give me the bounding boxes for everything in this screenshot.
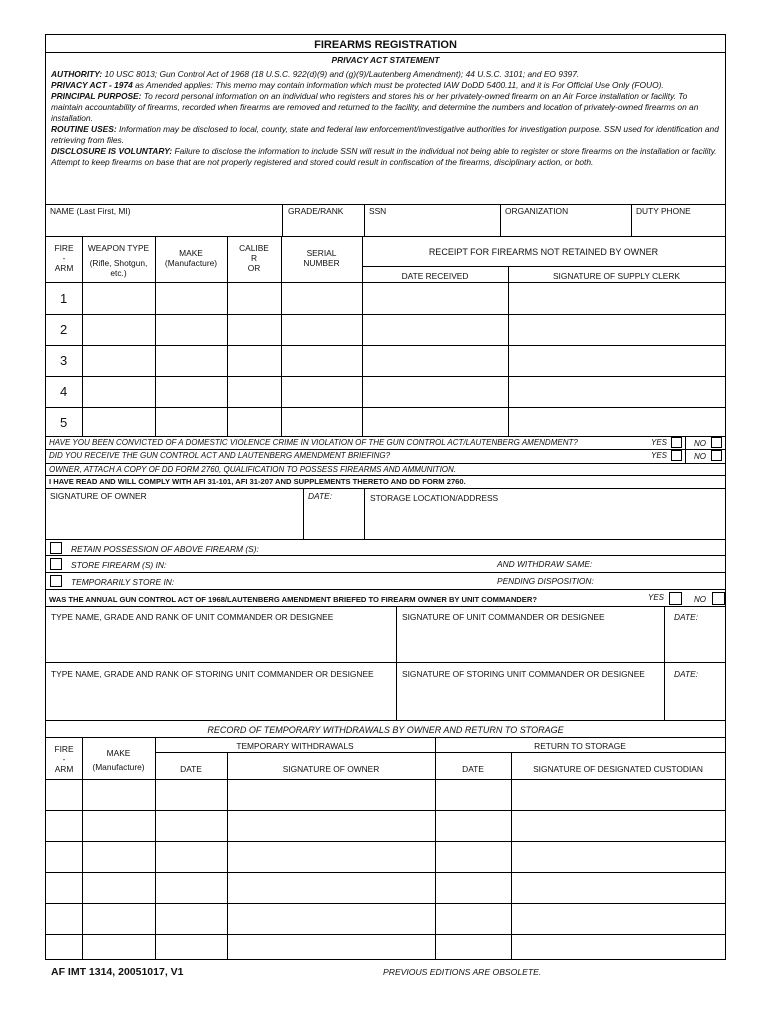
divider: [46, 539, 725, 540]
pending-label: PENDING DISPOSITION:: [497, 576, 594, 586]
divider: [46, 872, 725, 873]
divider: [511, 752, 512, 959]
divider: [46, 662, 725, 663]
storing-commander-signature-label: SIGNATURE OF STORING UNIT COMMANDER OR DESIGNEE: [402, 669, 645, 679]
owner-signature-field[interactable]: [46, 501, 303, 539]
make-sub: (Manufacture): [164, 258, 218, 268]
divider: [46, 737, 725, 738]
caliber-line: CALIBE: [239, 243, 269, 253]
make-sub: (Manufacture): [92, 762, 145, 772]
storing-commander-date-label: DATE:: [674, 669, 699, 679]
serial-header: [281, 248, 362, 268]
storing-commander-signature-field[interactable]: [397, 680, 664, 720]
divider: [46, 720, 725, 721]
organization-field[interactable]: [501, 215, 631, 236]
unit-commander-signature-label: SIGNATURE OF UNIT COMMANDER OR DESIGNEE: [402, 612, 605, 622]
privacy-act-label: PRIVACY ACT - 1974: [51, 80, 133, 90]
store-option: STORE FIREARM (S) IN:: [71, 560, 167, 570]
q2-yes-checkbox[interactable]: [671, 450, 682, 461]
date-received-header: DATE RECEIVED: [401, 271, 469, 281]
supply-signature-header: SIGNATURE OF SUPPLY CLERK: [552, 271, 681, 281]
disclosure-label: DISCLOSURE IS VOLUNTARY:: [51, 146, 173, 156]
divider: [46, 810, 725, 811]
storing-commander-date-field[interactable]: [665, 680, 725, 720]
divider: [46, 934, 725, 935]
q1-yes-checkbox[interactable]: [671, 437, 682, 448]
divider: [435, 737, 436, 959]
obsolete-notice: PREVIOUS EDITIONS ARE OBSOLETE.: [383, 967, 542, 977]
briefed-no-checkbox[interactable]: [712, 592, 725, 605]
phone-field[interactable]: [632, 215, 725, 236]
name-field-label: NAME (Last First, MI): [50, 206, 131, 216]
divider: [46, 463, 725, 464]
storage-location-field[interactable]: [365, 503, 725, 539]
owner-signature-label: SIGNATURE OF OWNER: [50, 491, 147, 501]
divider: [46, 376, 725, 377]
briefed-yes-checkbox[interactable]: [669, 592, 682, 605]
yes-label: YES: [651, 438, 668, 447]
weapon-type-label: WEAPON TYPE: [87, 243, 150, 253]
fire-arm-line: -: [62, 253, 66, 263]
ssn-field[interactable]: [365, 215, 500, 236]
serial-line: NUMBER: [303, 258, 340, 268]
authority-label: AUTHORITY:: [51, 69, 103, 79]
make-label: MAKE: [179, 248, 203, 258]
domestic-violence-question: HAVE YOU BEEN CONVICTED OF A DOMESTIC VIOLENCE CRIME IN VIOLATION OF THE GUN CONTROL ACT/LAUTENBERG AMENDMENT?: [49, 438, 578, 447]
return-to-storage-header: RETURN TO STORAGE: [534, 741, 626, 751]
unit-commander-date-label: DATE:: [674, 612, 699, 622]
custodian-signature-header: SIGNATURE OF DESIGNATED CUSTODIAN: [533, 764, 703, 774]
q2-no-checkbox[interactable]: [711, 450, 722, 461]
disclosure-text: Failure to disclose the information to include SSN will result in the individual not being able to register or store firearms on the installation or facility. Attempt to keep firearms on base that are not properly registered and stored could result in confiscation of the firearms, disciplinary action, or both.: [51, 146, 717, 167]
weapon-type-sub: (Rifle, Shotgun,: [89, 258, 148, 268]
divider: [82, 236, 83, 436]
row-number: 1: [60, 291, 68, 306]
divider: [46, 282, 725, 283]
name-field[interactable]: [46, 215, 282, 236]
divider: [46, 606, 725, 607]
purpose-text: To record personal information on an individual who registers and stores his or her privately-owned firearm on an Air Force installation or facility. To maintain accountability of firearms, recorded when firearms are removed and returned to the facility, and determine the numbers and location of privately-owned firearms on an installation.: [51, 91, 699, 123]
retain-option: RETAIN POSSESSION OF ABOVE FIREARM (S):: [71, 544, 259, 554]
withdraw-label: AND WITHDRAW SAME:: [497, 559, 593, 569]
divider: [227, 752, 228, 959]
unit-commander-signature-field[interactable]: [397, 623, 664, 662]
storage-location-label: STORAGE LOCATION/ADDRESS: [370, 493, 499, 503]
store-checkbox[interactable]: [50, 558, 62, 570]
fire-arm-line: FIRE: [54, 243, 74, 253]
withdrawal-fire-arm-header: [46, 744, 82, 774]
divider: [46, 52, 725, 53]
unit-commander-date-field[interactable]: [665, 623, 725, 662]
no-label: NO: [694, 452, 706, 461]
temp-store-option: TEMPORARILY STORE IN:: [71, 577, 175, 587]
grade-field-label: GRADE/RANK: [288, 206, 344, 216]
retain-checkbox[interactable]: [50, 542, 62, 554]
firearms-registration-form: [45, 34, 726, 960]
row-number: 2: [60, 322, 68, 337]
fire-arm-line: FIRE: [54, 744, 74, 754]
divider: [46, 589, 725, 590]
attach-form-instruction: OWNER, ATTACH A COPY OF DD FORM 2760, QUALIFICATION TO POSSESS FIREARMS AND AMMUNITION.: [49, 465, 457, 474]
fire-arm-line: -: [62, 754, 66, 764]
divider: [155, 737, 156, 959]
divider: [46, 555, 725, 556]
row-number: 4: [60, 384, 68, 399]
privacy-statement: [51, 69, 721, 168]
divider: [46, 407, 725, 408]
divider: [685, 436, 686, 463]
no-label: NO: [694, 595, 706, 604]
make-label: MAKE: [106, 748, 131, 758]
serial-line: SERIAL: [306, 248, 337, 258]
divider: [362, 266, 725, 267]
commander-briefing-question: WAS THE ANNUAL GUN CONTROL ACT OF 1968/LAUTENBERG AMENDMENT BRIEFED TO FIREARM OWNER BY UNIT COMMANDER?: [49, 595, 537, 604]
fire-arm-line: ARM: [54, 764, 74, 774]
organization-field-label: ORGANIZATION: [505, 206, 569, 216]
caliber-line: OR: [247, 263, 261, 273]
owner-signature-header: SIGNATURE OF OWNER: [282, 764, 380, 774]
divider: [46, 449, 725, 450]
form-title: FIREARMS REGISTRATION: [314, 39, 457, 51]
signature-date-label: DATE:: [308, 491, 333, 501]
privacy-heading: PRIVACY ACT STATEMENT: [331, 55, 440, 65]
no-label: NO: [694, 439, 706, 448]
receipt-header: RECEIPT FOR FIREARMS NOT RETAINED BY OWNER: [428, 247, 659, 257]
withdrawal-date-header: DATE: [180, 764, 202, 774]
caliber-line: R: [250, 253, 258, 263]
routine-label: ROUTINE USES:: [51, 124, 117, 134]
authority-text: 10 USC 8013; Gun Control Act of 1968 (18 U.S.C. 922(d)(9) and (g)(9)/Lautenberg Amendment); 44 U.S.C. 3101; and EO 9397.: [104, 69, 580, 79]
yes-label: YES: [648, 593, 665, 602]
divider: [46, 436, 725, 437]
privacy-act-text: as Amended applies: This memo may contain information which must be protected IAW DoDD 5400.11, and it is For Official Use Only (FOUO).: [135, 80, 664, 90]
temp-store-checkbox[interactable]: [50, 575, 62, 587]
caliber-header: [227, 243, 281, 273]
divider: [46, 572, 725, 573]
divider: [46, 488, 725, 489]
storing-commander-name-label: TYPE NAME, GRADE AND RANK OF STORING UNIT COMMANDER OR DESIGNEE: [51, 669, 374, 679]
divider: [46, 314, 725, 315]
divider: [46, 841, 725, 842]
briefing-question: DID YOU RECEIVE THE GUN CONTROL ACT AND LAUTENBERG AMENDMENT BRIEFING?: [49, 451, 391, 460]
form-id: AF IMT 1314, 20051017, V1: [51, 966, 184, 978]
divider: [281, 236, 282, 436]
divider: [46, 204, 725, 205]
divider: [46, 345, 725, 346]
unit-commander-name-label: TYPE NAME, GRADE AND RANK OF UNIT COMMANDER OR DESIGNEE: [51, 612, 334, 622]
make-header: [155, 248, 227, 268]
weapon-type-sub2: etc.): [110, 268, 127, 278]
storing-commander-name-field[interactable]: [46, 680, 396, 720]
unit-commander-name-field[interactable]: [46, 623, 396, 662]
ssn-field-label: SSN: [369, 206, 387, 216]
signature-date-field[interactable]: [304, 501, 364, 539]
withdrawals-title: RECORD OF TEMPORARY WITHDRAWALS BY OWNER AND RETURN TO STORAGE: [207, 725, 564, 735]
divider: [155, 752, 725, 753]
divider: [508, 266, 509, 436]
withdrawal-make-header: [82, 748, 155, 772]
divider: [82, 737, 83, 959]
q1-no-checkbox[interactable]: [711, 437, 722, 448]
divider: [155, 236, 156, 436]
fire-arm-line: ARM: [54, 263, 74, 273]
weapon-type-header: [82, 243, 155, 278]
divider: [46, 236, 725, 237]
row-number: 3: [60, 353, 68, 368]
row-number: 5: [60, 415, 68, 430]
divider: [46, 475, 725, 476]
comply-statement: I HAVE READ AND WILL COMPLY WITH AFI 31-101, AFI 31-207 AND SUPPLEMENTS THERETO AND DD FORM 2760.: [49, 477, 466, 486]
yes-label: YES: [651, 451, 668, 460]
return-date-header: DATE: [462, 764, 484, 774]
temp-withdrawals-header: TEMPORARY WITHDRAWALS: [236, 741, 354, 751]
phone-field-label: DUTY PHONE: [636, 206, 691, 216]
purpose-label: PRINCIPAL PURPOSE:: [51, 91, 142, 101]
divider: [227, 236, 228, 436]
divider: [46, 779, 725, 780]
routine-text: Information may be disclosed to local, county, state and federal law enforcement/investigative authorities for investigation purpose. SSN used for identification and retrieving from files.: [51, 124, 719, 145]
grade-field[interactable]: [283, 215, 364, 236]
divider: [362, 236, 363, 436]
fire-arm-header: [46, 243, 82, 273]
divider: [46, 903, 725, 904]
